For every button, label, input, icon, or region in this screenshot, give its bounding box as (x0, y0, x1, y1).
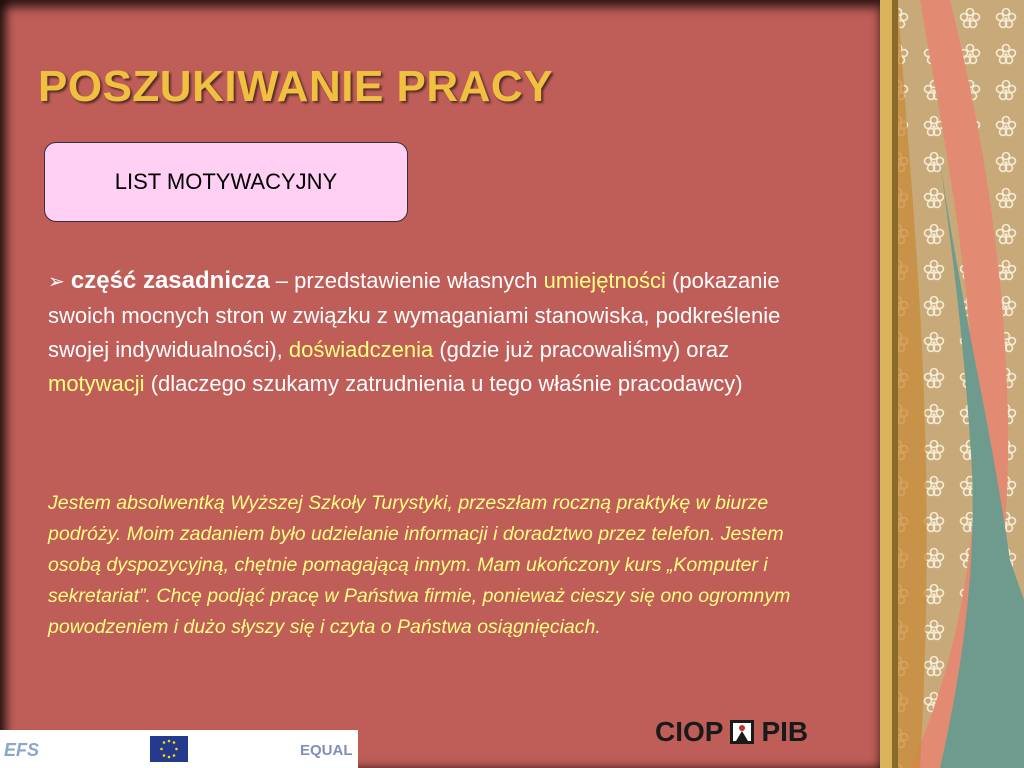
floral-pattern-decoration (880, 0, 1024, 768)
bullet-text-2: (pokazanie swoich mocnych stron w związku z wymaganiami stanowiska, podkreślenie swojej indywidualności), (48, 268, 781, 362)
slide-title: POSZUKIWANIE PRACY (38, 62, 554, 111)
bullet-text-4: (dlaczego szukamy zatrudnienia u tego właśnie pracodawcy) (144, 371, 743, 396)
equal-logo: EQUAL (300, 742, 353, 759)
arrow-bullet-icon: ➢ (48, 271, 65, 293)
highlight-experience: doświadczenia (288, 337, 434, 362)
efs-logo: EFS (4, 740, 40, 760)
highlight-skills: umiejętności (543, 268, 666, 293)
eu-flag-icon (150, 736, 188, 762)
example-paragraph: Jestem absolwentką Wyższej Szkoły Turystyki, przeszłam roczną praktykę w biurze podróży. Moim zadaniem było udzielanie informacji i doradztwo przez telefon. Jestem osobą dyspozycyjną, chętnie pomagającą innym. Mam ukończony kurs „Komputer i sekretariat”. Chcę podjąć pracę w Państwa firmie, ponieważ cieszy się ono ogromnym powodzeniem i dużo słyszy się i czyta o Państwa osiągnięciach. (48, 492, 791, 638)
ciop-logo-left: CIOP (655, 716, 724, 747)
ciop-pib-logo (655, 716, 808, 748)
section-label-box (44, 142, 408, 222)
bullet-point (48, 264, 818, 401)
decorative-side-panel (880, 0, 1024, 768)
highlight-motivation: motywacji (48, 371, 145, 396)
sponsor-logo-strip (0, 730, 358, 768)
bullet-text-1: – przedstawienie własnych (269, 268, 538, 293)
bullet-heading: część zasadnicza (70, 267, 270, 294)
section-label: LIST MOTYWACYJNY (114, 169, 338, 194)
ciop-emblem-icon (729, 719, 755, 745)
ciop-logo-right: PIB (761, 716, 809, 747)
bullet-text-3: (gdzie już pracowaliśmy) oraz (433, 337, 730, 362)
